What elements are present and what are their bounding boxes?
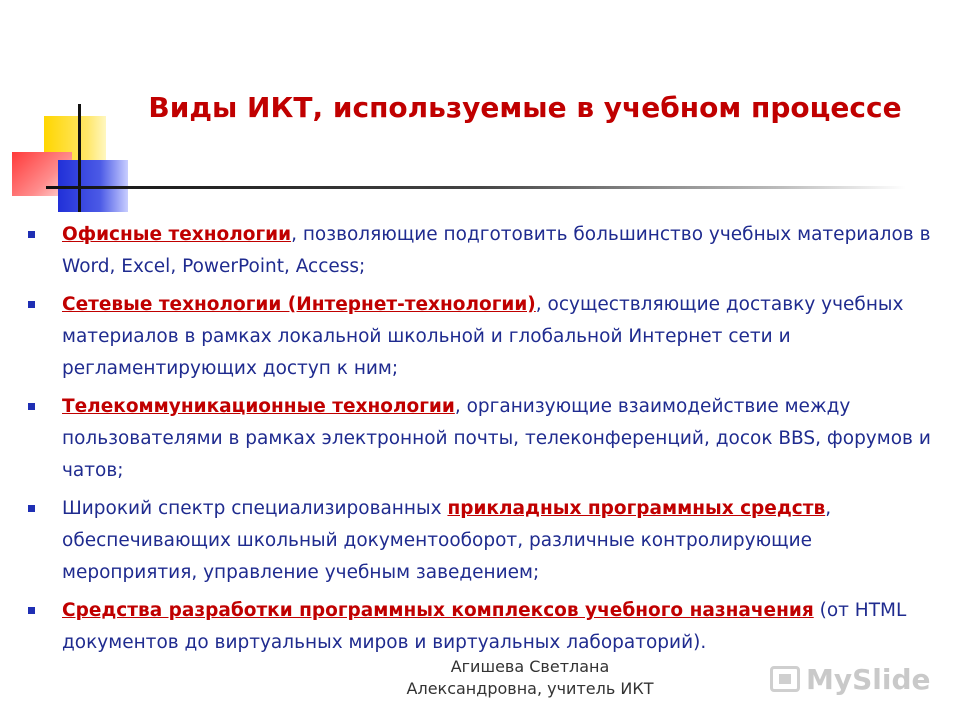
bullet-item-office <box>28 219 938 283</box>
slide-title: Виды ИКТ, используемые в учебном процессе <box>148 91 902 124</box>
link-office-tech[interactable]: Офисные технологии <box>62 224 292 245</box>
decor-vertical-line <box>78 104 81 212</box>
link-network-tech[interactable]: Сетевые технологии (Интернет-технологии) <box>62 294 536 315</box>
bullet-marker <box>28 607 35 614</box>
bullet-text <box>62 224 931 277</box>
bullet-marker <box>28 301 35 308</box>
bullet-text-lead: Широкий спектр специализированных <box>62 498 448 519</box>
bullet-marker <box>28 403 35 410</box>
bullet-item-applied-software <box>28 493 938 589</box>
link-telecom-tech[interactable]: Телекоммуникационные технологии <box>62 396 455 417</box>
bullet-list <box>28 219 938 665</box>
link-applied-software[interactable]: прикладных программных средств <box>447 498 826 519</box>
bullet-text-rest: (от HTML документов до виртуальных миров и виртуальных лабораторий). <box>62 600 907 653</box>
bullet-text <box>62 600 906 653</box>
slide-footer <box>380 656 680 700</box>
bullet-text-rest: , организующие взаимодействие между пользователями в рамках электронной почты, телеконференций, досок BBS, форумов и чатов; <box>62 396 931 481</box>
footer-author-line2: Александровна, учитель ИКТ <box>406 679 654 698</box>
bullet-item-network <box>28 289 938 385</box>
mysslide-logo-icon <box>770 666 800 692</box>
footer-author-line1: Агишева Светлана <box>450 657 610 676</box>
bullet-item-telecom <box>28 391 938 487</box>
bullet-text <box>62 498 831 583</box>
decor-horizontal-line <box>46 186 906 189</box>
bullet-text-rest: , осуществляющие доставку учебных материалов в рамках локальной школьной и глобальной Интернет сети и регламентирующих доступ к ним; <box>62 294 904 379</box>
bullet-text-rest: , обеспечивающих школьный документооборот, различные контролирующие мероприятия, управление учебным заведением; <box>62 498 832 583</box>
bullet-item-dev-tools <box>28 595 938 659</box>
bullet-marker <box>28 505 35 512</box>
watermark-text: MySlide <box>806 662 931 696</box>
watermark <box>770 662 950 696</box>
bullet-text <box>62 294 903 379</box>
bullet-marker <box>28 231 35 238</box>
bullet-text-rest: , позволяющие подготовить большинство учебных материалов в Word, Excel, PowerPoint, Access; <box>62 224 931 277</box>
link-dev-tools[interactable]: Средства разработки программных комплексов учебного назначения <box>62 600 814 621</box>
bullet-text <box>62 396 931 481</box>
